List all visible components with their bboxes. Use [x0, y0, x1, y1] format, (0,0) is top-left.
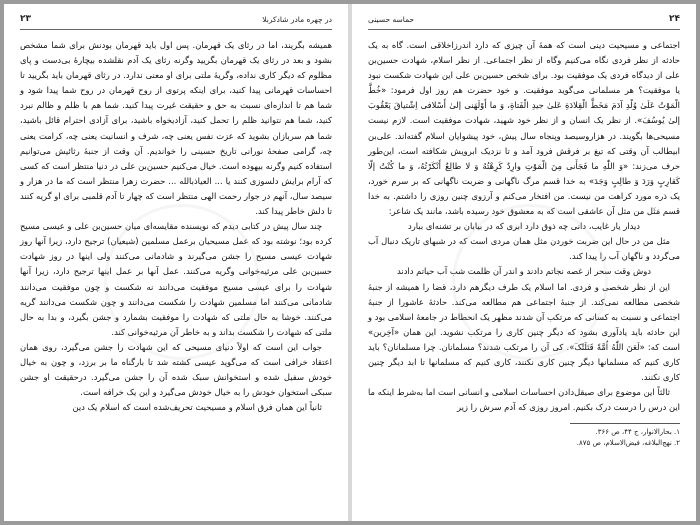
footnote-divider	[570, 423, 680, 424]
paragraph: همیشه بگریند، اما در رثای یک قهرمان. پس اول باید قهرمان بودنش برای شما مشخص بشود و بعد در رثای یک قهرمان بگریید وگرنه رثای یک آدم نقلشده بیچارهٔ بی‌دست و پای مظلوم که دیگر کاری نداده، وگریهٔ ملتی برای او معنی ندارد. در رثای قهرمان باید بگریید تا احساسات قهرمانی پیدا کنید، برای اینکه پرتوی از روح قهرمان در روح شما پیدا شود و شما هم تا اندازه‌ای نسبت به حق و حقیقت غیرت پیدا کنید. شما هم با ظلم و ظالم نبرد کنید، شما هم نتوانید ظلم را تحمل کنید، آزادیخواه باشید، برای آزادی احترام قائل باشید، شما هم سربازان بشوید که عزت نفس یعنی چه، شرف و انسانیت یعنی چه، کرامت یعنی چه، گرامی صفحهٔ نورانی تاریخ حسینی را خواندیم. آن وقت از جنبهٔ رثائیش می‌توانیم استفاده کنیم وگرنه بیهوده است. خیال می‌کنیم حسین‌بن علی در دنیا منتظر است که کسی که آرام برایش دلسوزی کنند یا ... العیاذبالله ... حضرت زهرا منتظر است که ما در هزار و سیصد سال، آنهم در جوار رحمت الهی منتظر است که چهار تا آدم قلمبی برای او گریه کنند تا دلش خاطر پیدا کند.	[20, 40, 332, 217]
left-page	[4, 4, 348, 521]
verse: دیدار یار غایب، دانی چه ذوق دارد ابری که در بیابان بر تشنه‌ای ببارد	[407, 221, 641, 232]
paragraph: چند سال پیش در کتابی دیدم که نویسنده مقایسه‌ای میان حسین‌بن علی و عیسی مسیح کرده بود؛ نوشته بود که عمل مسیحیان برعمل مسلمین (شیعیان) ترجیح دارد، زیرا آنها روز شهادت عیسی مسیح را جشن می‌گیرند و شادمانی می‌کنند ولی اینها در روز شهادت حسین‌بن علی مرثیه‌خوانی وگریه می‌کنند. عمل آنها بر عمل اینها ترجیح دارد، زیرا آنها شهادت را برای عیسی مسیح موفقیت می‌دانند نه شکست و چون موفقیت می‌دانند شادمانی می‌کنند اما مسلمین شهادت را شکست می‌دانند و چون شکست می‌دانند گریه می‌کنند. خوشا به حال ملتی که شهادت را موفقیت بشمارد و جشن بگیرد، و بدا به حال ملتی که شهادت را شکست بداند و به خاطر آن مرثیه‌خوانی کند.	[20, 221, 332, 337]
paragraph: ثالثاً این موضوع برای صیقل‌دادن احساسات اسلامی و انسانی است اما به‌شرط اینکه ما این درس را درست درک بکنیم. امروز روزی که آدم سرش را زیر	[368, 387, 680, 413]
right-page	[352, 4, 696, 521]
paragraph: مثل من در حال این ضربت خوردن مثل همان مردی است که در شبهای تاریک دنبال آب می‌گردد و ناگهان آب را پیدا کند.	[368, 236, 680, 262]
left-running-title: در چهره مادر شادکربلا	[262, 14, 332, 24]
left-page-number: ۲۳	[20, 14, 31, 24]
left-page-header	[20, 12, 332, 30]
paragraph: این از نظر شخصی و فردی. اما اسلام یک طرف دیگرهم دارد، قضا را همیشه از جنبهٔ شخصی مطالعه نمی‌کند. از جنبهٔ اجتماعی هم مطالعه می‌کند. حادثهٔ عاشورا از جنبهٔ اجتماعی و نسبت به کسانی که مرتکب آن شدند مظهر یک انحطاط در جامعهٔ اسلامی بود و این حادثه باید یادآوری بشود که دیگر چنین کاری را مرتکب نشوید. این همان «آخِرین» است که: «لَعَنَ اللّٰهُ اُمَّةً قَتَلَتْکَ». کی آن را مرتکب شدند؟ مسلمانان. چرا مسلمانان؟ باید کاری کنیم که مسلمانها دیگر چنین کاری نکنند، کاری کنیم که مسلمانها تا ابد دیگر چنین کاری نکنند.	[368, 281, 680, 383]
footnotes	[368, 427, 680, 449]
paragraph: ثانیاً این همان فرق اسلام و مسیحیت تحریف‌شده است که اسلام یک دین	[72, 402, 322, 413]
verse: دوش وقت سحر از غصه نجاتم دادند و اندر آن ظلمت شب آب حیاتم دادند	[396, 266, 652, 277]
right-running-title: حماسه حسینی	[368, 14, 415, 24]
paragraph: جواب این است که اولاً دنیای مسیحی که این شهادت را جشن می‌گیرد، روی همان اعتقاد خرافی است که می‌گوید عیسی کشته شد تا بارگناه ما بر برزد، و چون به خیال خودش سفیل شده و استخوانش سبک شده آن را جشن می‌گیرد. درحقیقت او جشن سبکی استخوان خودش را به خیال خودش می‌گیرد و این یک خرافه است.	[20, 341, 332, 398]
footnote: ۱. بحارالانوار، ج ۴۴، ص ۳۶۶.	[595, 428, 680, 437]
left-page-body	[20, 38, 332, 415]
footnote: ۲. نهج‌البلاغه، فیض‌الاسلام، ص ۸۷۵.	[576, 439, 680, 448]
paragraph: اجتماعی و مسیحیت دینی است که همهٔ آن چیزی که دارد اندرزاخلاقی است. گاه به یک حادثه از نظر فردی نگاه می‌کنیم وگاه از نظر اجتماعی. از نظر اسلام، شهادت حسین‌بن علی از دیدگاه فردی یک موفقیت بود. برای شخص حسین‌بن علی این شهادت شکست نبود یا موفقیت؟ هر مسلمانی می‌گوید موفقیت. و خود حضرت هم روز اول فرمود: «خُطَّ الْمَوْتُ عَلَیٰ وُلْدِ آدَمَ مَخَطَّ الْقِلادَةِ عَلیٰ جیدِ الْفَتاةِ، وَ ما أَوْلَهَنی إلیٰ أَسْلافی اِشْتیاقَ یَعْقُوبَ إلیٰ یُوسُفَ». از نظر یک انسان و از نظر خود شهید، شهادت موفقیت است. لازم نیست مسیحی‌ها بگویند. در هزاروسیصد وپنجاه سال پیش، خود پیشوایان اسلام گفته‌اند. علی‌بن ابیطالب آن وقتی که تیغ بر فرقش فرود آمد و تا نزدیک ابرویش شکافته است، این‌طور حرف می‌زند: «وَ اللّٰهِ ما فَجَأَنی مِنَ الْمَوْتِ وارِدٌ کَرِهْتُهُ وَ لا طالِعٌ أَنْکَرْتُهُ، وَ ما کُنْتُ إلّا کَقارِبٍ وَرَدَ وَ طالِبٍ وَجَدَ» به خدا قسم مرگ ناگهانی و ضربت ناگهانی که بر سرم خورد، یک ذره مورد کراهت من نیست. من افتخار می‌کنم و آرزوی چنین روزی را داشتم. به خدا قسم مَثَل من مثل آن عاشقی است که به معشوق خود رسیده باشد، مانند یک شاعر:	[368, 40, 680, 217]
right-page-body	[368, 38, 680, 415]
right-page-number: ۲۴	[669, 14, 680, 24]
right-page-header	[368, 12, 680, 30]
